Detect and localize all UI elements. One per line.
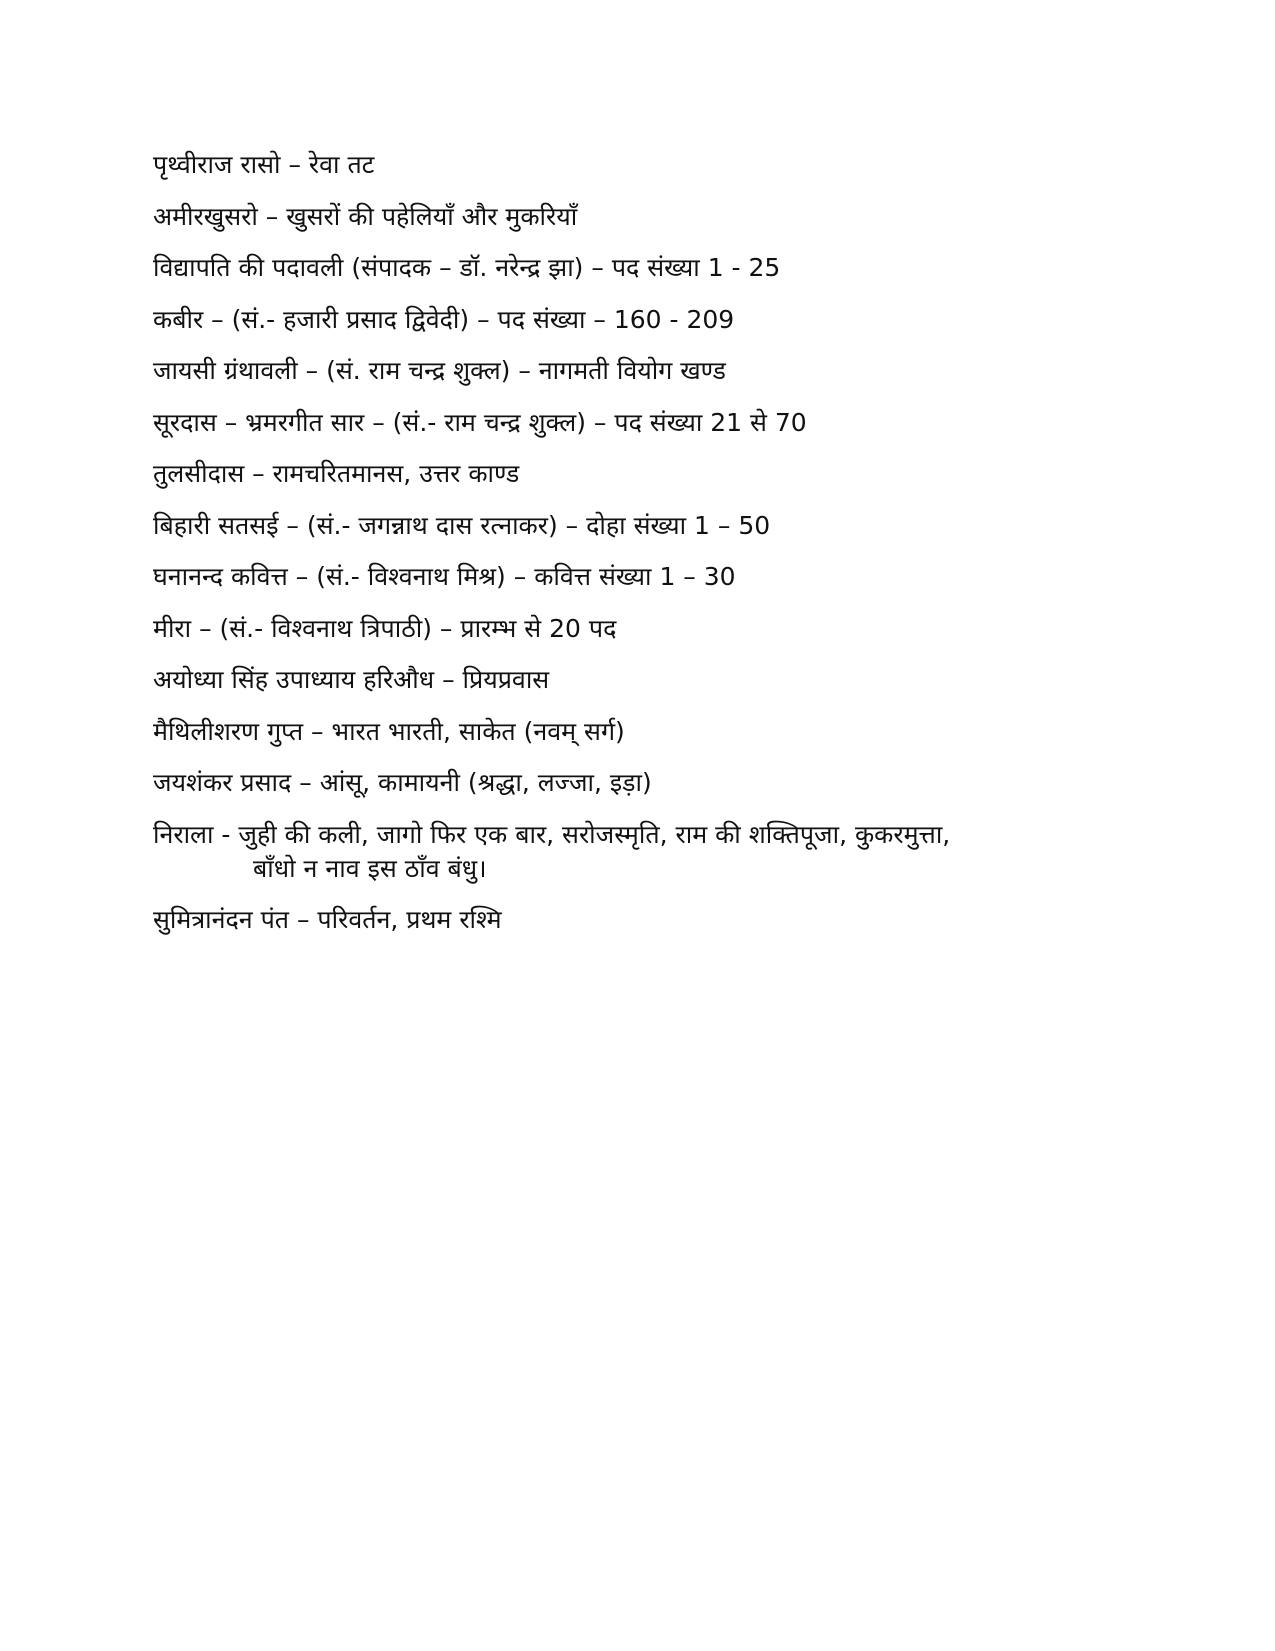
list-item: जयशंकर प्रसाद – आंसू, कामायनी (श्रद्धा, लज्जा, इड़ा) — [153, 768, 652, 797]
list-item: पृथ्वीराज रासो – रेवा तट — [153, 150, 375, 179]
list-item: मीरा – (सं.- विश्वनाथ त्रिपाठी) – प्रारम्भ से 20 पद — [153, 613, 617, 643]
list-item-nirala — [153, 818, 1153, 886]
list-item: अयोध्या सिंह उपाध्याय हरिऔध – प्रियप्रवास — [153, 665, 550, 694]
list-item: बिहारी सतसई – (सं.- जगन्नाथ दास रत्नाकर) – दोहा संख्या 1 – 50 — [153, 510, 771, 540]
list-item: तुलसीदास – रामचरितमानस, उत्तर काण्ड — [153, 459, 520, 488]
list-item: विद्यापति की पदावली (संपादक – डॉ. नरेन्द्र झा) – पद संख्या 1 - 25 — [153, 253, 781, 282]
list-item: घनानन्द कवित्त – (सं.- विश्वनाथ मिश्र) – कवित्त संख्या 1 – 30 — [153, 562, 736, 591]
list-item: सूरदास – भ्रमरगीत सार – (सं.- राम चन्द्र शुक्ल) – पद संख्या 21 से 70 — [153, 407, 807, 437]
syllabus-list — [153, 148, 1153, 955]
list-item: कबीर – (सं.- हजारी प्रसाद द्विवेदी) – पद संख्या – 160 - 209 — [153, 304, 735, 334]
list-item: मैथिलीशरण गुप्त – भारत भारती, साकेत (नवम् सर्ग) — [153, 716, 625, 746]
nirala-line-2: बाँधो न नाव इस ठाँव बंधु। — [253, 853, 487, 883]
list-item: सुमित्रानंदन पंत – परिवर्तन, प्रथम रश्मि — [153, 905, 502, 934]
nirala-line-1: निराला - जुही की कली, जागो फिर एक बार, सरोजस्मृति, राम की शक्तिपूजा, कुकरमुत्ता, — [153, 819, 951, 849]
list-item: जायसी ग्रंथावली – (सं. राम चन्द्र शुक्ल) – नागमती वियोग खण्ड — [153, 356, 726, 385]
list-item: अमीरखुसरो – खुसरों की पहेलियाँ और मुकरियाँ — [153, 201, 578, 231]
